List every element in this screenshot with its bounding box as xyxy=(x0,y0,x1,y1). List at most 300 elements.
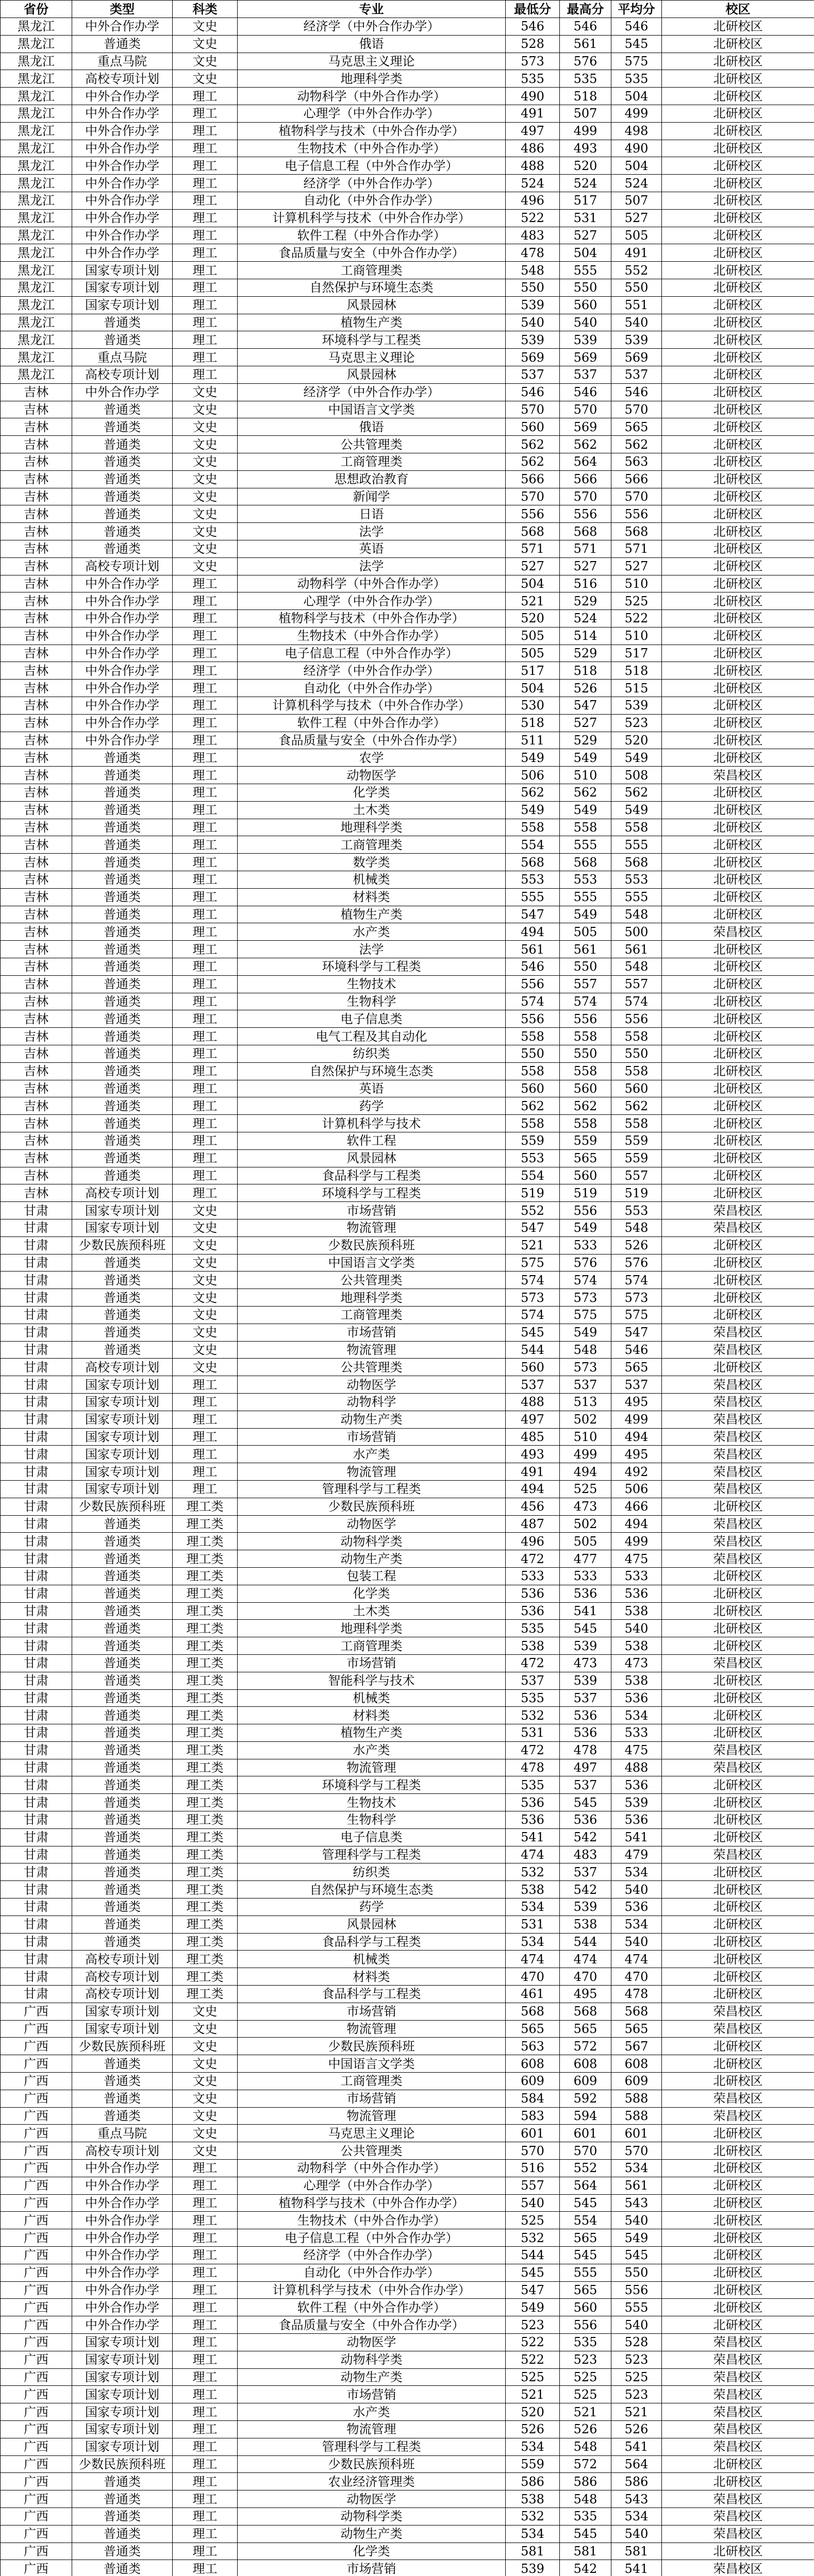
table-row xyxy=(1,2247,814,2264)
min-score-cell: 549 xyxy=(506,801,560,819)
min-score-cell: 472 xyxy=(506,1550,560,1568)
province-cell: 黑龙江 xyxy=(1,70,72,88)
category-cell: 普通类 xyxy=(72,1689,173,1707)
category-cell: 普通类 xyxy=(72,2525,173,2543)
campus-cell: 荣昌校区 xyxy=(662,2386,814,2403)
avg-score-cell: 550 xyxy=(611,2264,662,2281)
subject-cell: 理工 xyxy=(173,2386,238,2403)
avg-score-cell: 500 xyxy=(611,923,662,941)
campus-cell: 北研校区 xyxy=(662,557,814,575)
min-score-cell: 535 xyxy=(506,1620,560,1637)
max-score-cell: 473 xyxy=(560,1654,611,1672)
max-score-cell: 535 xyxy=(560,70,611,88)
province-cell: 吉林 xyxy=(1,1132,72,1150)
major-cell: 工商管理类 xyxy=(238,836,506,854)
subject-cell: 文史 xyxy=(173,1236,238,1254)
max-score-cell: 519 xyxy=(560,1184,611,1202)
min-score-cell: 573 xyxy=(506,53,560,70)
avg-score-cell: 588 xyxy=(611,2090,662,2107)
major-cell: 中国语言文学类 xyxy=(238,2055,506,2073)
province-cell: 甘肃 xyxy=(1,1899,72,1916)
campus-cell: 荣昌校区 xyxy=(662,1654,814,1672)
max-score-cell: 529 xyxy=(560,645,611,662)
min-score-cell: 516 xyxy=(506,2160,560,2177)
avg-score-cell: 519 xyxy=(611,1184,662,1202)
campus-cell: 北研校区 xyxy=(662,1149,814,1167)
province-cell: 黑龙江 xyxy=(1,140,72,157)
avg-score-cell: 564 xyxy=(611,2455,662,2473)
province-cell: 广西 xyxy=(1,2038,72,2055)
category-cell: 中外合作办学 xyxy=(72,209,173,227)
campus-cell: 北研校区 xyxy=(662,732,814,749)
category-cell: 普通类 xyxy=(72,2473,173,2490)
campus-cell: 荣昌校区 xyxy=(662,1428,814,1446)
avg-score-cell: 608 xyxy=(611,2055,662,2073)
min-score-cell: 494 xyxy=(506,1480,560,1498)
major-cell: 环境科学与工程类 xyxy=(238,1776,506,1794)
major-cell: 俄语 xyxy=(238,418,506,436)
table-row xyxy=(1,975,814,993)
max-score-cell: 537 xyxy=(560,1376,611,1394)
table-row xyxy=(1,1881,814,1899)
subject-cell: 理工类 xyxy=(173,1741,238,1759)
min-score-cell: 534 xyxy=(506,2438,560,2455)
province-cell: 甘肃 xyxy=(1,1411,72,1428)
campus-cell: 荣昌校区 xyxy=(662,2560,814,2576)
province-cell: 广西 xyxy=(1,2490,72,2508)
province-cell: 黑龙江 xyxy=(1,35,72,53)
subject-cell: 理工 xyxy=(173,1480,238,1498)
campus-cell: 北研校区 xyxy=(662,975,814,993)
max-score-cell: 558 xyxy=(560,1115,611,1132)
category-cell: 中外合作办学 xyxy=(72,383,173,401)
subject-cell: 文史 xyxy=(173,70,238,88)
major-cell: 生物技术（中外合作办学） xyxy=(238,140,506,157)
avg-score-cell: 504 xyxy=(611,88,662,105)
major-cell: 市场营销 xyxy=(238,2560,506,2576)
category-cell: 普通类 xyxy=(72,819,173,836)
table-row xyxy=(1,488,814,505)
table-row xyxy=(1,906,814,923)
avg-score-cell: 555 xyxy=(611,2299,662,2316)
table-row xyxy=(1,314,814,331)
major-cell: 少数民族预科班 xyxy=(238,2455,506,2473)
avg-score-cell: 538 xyxy=(611,1637,662,1655)
min-score-cell: 538 xyxy=(506,1637,560,1655)
max-score-cell: 533 xyxy=(560,1236,611,1254)
category-cell: 少数民族预科班 xyxy=(72,1498,173,1515)
subject-cell: 理工 xyxy=(173,349,238,366)
subject-cell: 理工类 xyxy=(173,1916,238,1933)
major-cell: 市场营销 xyxy=(238,1654,506,1672)
province-cell: 吉林 xyxy=(1,1080,72,1097)
category-cell: 普通类 xyxy=(72,1132,173,1150)
major-cell: 工商管理类 xyxy=(238,453,506,470)
avg-score-cell: 479 xyxy=(611,1846,662,1863)
category-cell: 普通类 xyxy=(72,1272,173,1289)
header-province: 省份 xyxy=(1,1,72,18)
max-score-cell: 548 xyxy=(560,1341,611,1359)
min-score-cell: 536 xyxy=(506,1811,560,1829)
table-row xyxy=(1,801,814,819)
table-row xyxy=(1,105,814,122)
table-row xyxy=(1,122,814,140)
major-cell: 植物生产类 xyxy=(238,314,506,331)
table-row xyxy=(1,1846,814,1863)
major-cell: 法学 xyxy=(238,523,506,540)
major-cell: 自动化（中外合作办学） xyxy=(238,192,506,209)
subject-cell: 理工 xyxy=(173,871,238,889)
subject-cell: 文史 xyxy=(173,1341,238,1359)
major-cell: 经济学（中外合作办学） xyxy=(238,18,506,36)
major-cell: 工商管理类 xyxy=(238,1306,506,1324)
province-cell: 甘肃 xyxy=(1,1324,72,1341)
major-cell: 软件工程 xyxy=(238,1132,506,1150)
province-cell: 甘肃 xyxy=(1,1828,72,1846)
header-campus: 校区 xyxy=(662,1,814,18)
major-cell: 动物科学 xyxy=(238,1393,506,1411)
table-row xyxy=(1,1620,814,1637)
min-score-cell: 546 xyxy=(506,18,560,36)
subject-cell: 理工类 xyxy=(173,1550,238,1568)
campus-cell: 荣昌校区 xyxy=(662,1550,814,1568)
avg-score-cell: 538 xyxy=(611,1602,662,1620)
major-cell: 动物科学（中外合作办学） xyxy=(238,575,506,592)
table-row xyxy=(1,1463,814,1481)
avg-score-cell: 548 xyxy=(611,906,662,923)
max-score-cell: 569 xyxy=(560,349,611,366)
avg-score-cell: 540 xyxy=(611,2316,662,2334)
category-cell: 国家专项计划 xyxy=(72,279,173,296)
category-cell: 国家专项计划 xyxy=(72,296,173,314)
min-score-cell: 541 xyxy=(506,1828,560,1846)
max-score-cell: 478 xyxy=(560,1741,611,1759)
avg-score-cell: 573 xyxy=(611,1289,662,1307)
campus-cell: 北研校区 xyxy=(662,906,814,923)
campus-cell: 北研校区 xyxy=(662,279,814,296)
max-score-cell: 502 xyxy=(560,1411,611,1428)
subject-cell: 理工类 xyxy=(173,1724,238,1742)
major-cell: 公共管理类 xyxy=(238,2142,506,2160)
campus-cell: 北研校区 xyxy=(662,714,814,732)
subject-cell: 理工 xyxy=(173,767,238,784)
category-cell: 普通类 xyxy=(72,923,173,941)
max-score-cell: 494 xyxy=(560,1463,611,1481)
header-category: 类型 xyxy=(72,1,173,18)
campus-cell: 北研校区 xyxy=(662,2073,814,2090)
category-cell: 普通类 xyxy=(72,1933,173,1951)
max-score-cell: 477 xyxy=(560,1550,611,1568)
province-cell: 吉林 xyxy=(1,662,72,680)
category-cell: 普通类 xyxy=(72,1620,173,1637)
major-cell: 马克思主义理论 xyxy=(238,2125,506,2142)
table-row xyxy=(1,836,814,854)
max-score-cell: 586 xyxy=(560,2473,611,2490)
max-score-cell: 560 xyxy=(560,1080,611,1097)
province-cell: 吉林 xyxy=(1,1115,72,1132)
max-score-cell: 493 xyxy=(560,140,611,157)
province-cell: 黑龙江 xyxy=(1,192,72,209)
subject-cell: 理工 xyxy=(173,975,238,993)
table-row xyxy=(1,888,814,906)
campus-cell: 北研校区 xyxy=(662,383,814,401)
subject-cell: 理工类 xyxy=(173,1533,238,1550)
category-cell: 中外合作办学 xyxy=(72,714,173,732)
min-score-cell: 478 xyxy=(506,244,560,262)
major-cell: 食品质量与安全（中外合作办学） xyxy=(238,732,506,749)
category-cell: 普通类 xyxy=(72,2055,173,2073)
subject-cell: 理工 xyxy=(173,784,238,802)
table-row xyxy=(1,1480,814,1498)
subject-cell: 理工类 xyxy=(173,1776,238,1794)
table-row xyxy=(1,1132,814,1150)
major-cell: 马克思主义理论 xyxy=(238,349,506,366)
major-cell: 公共管理类 xyxy=(238,1359,506,1376)
max-score-cell: 570 xyxy=(560,488,611,505)
subject-cell: 理工 xyxy=(173,2177,238,2194)
province-cell: 吉林 xyxy=(1,645,72,662)
campus-cell: 荣昌校区 xyxy=(662,2107,814,2125)
min-score-cell: 496 xyxy=(506,192,560,209)
category-cell: 国家专项计划 xyxy=(72,2003,173,2020)
min-score-cell: 518 xyxy=(506,714,560,732)
subject-cell: 文史 xyxy=(173,453,238,470)
major-cell: 植物生产类 xyxy=(238,1724,506,1742)
subject-cell: 理工 xyxy=(173,122,238,140)
min-score-cell: 570 xyxy=(506,2142,560,2160)
major-cell: 经济学（中外合作办学） xyxy=(238,175,506,192)
province-cell: 吉林 xyxy=(1,906,72,923)
max-score-cell: 541 xyxy=(560,1602,611,1620)
subject-cell: 理工 xyxy=(173,157,238,175)
avg-score-cell: 494 xyxy=(611,1428,662,1446)
province-cell: 黑龙江 xyxy=(1,349,72,366)
min-score-cell: 545 xyxy=(506,1324,560,1341)
max-score-cell: 556 xyxy=(560,1010,611,1028)
table-row xyxy=(1,941,814,958)
avg-score-cell: 515 xyxy=(611,680,662,697)
province-cell: 吉林 xyxy=(1,1097,72,1115)
major-cell: 土木类 xyxy=(238,1602,506,1620)
subject-cell: 理工 xyxy=(173,714,238,732)
table-row xyxy=(1,262,814,279)
min-score-cell: 490 xyxy=(506,88,560,105)
campus-cell: 北研校区 xyxy=(662,244,814,262)
avg-score-cell: 558 xyxy=(611,819,662,836)
table-row xyxy=(1,2003,814,2020)
campus-cell: 北研校区 xyxy=(662,1863,814,1881)
province-cell: 广西 xyxy=(1,2194,72,2212)
avg-score-cell: 533 xyxy=(611,1724,662,1742)
province-cell: 广西 xyxy=(1,2073,72,2090)
province-cell: 吉林 xyxy=(1,784,72,802)
category-cell: 普通类 xyxy=(72,767,173,784)
avg-score-cell: 546 xyxy=(611,383,662,401)
table-row xyxy=(1,1637,814,1655)
header-major: 专业 xyxy=(238,1,506,18)
campus-cell: 北研校区 xyxy=(662,70,814,88)
subject-cell: 文史 xyxy=(173,1324,238,1341)
province-cell: 吉林 xyxy=(1,714,72,732)
table-row xyxy=(1,366,814,383)
category-cell: 普通类 xyxy=(72,505,173,523)
avg-score-cell: 560 xyxy=(611,1080,662,1097)
subject-cell: 理工 xyxy=(173,923,238,941)
min-score-cell: 561 xyxy=(506,941,560,958)
avg-score-cell: 588 xyxy=(611,2107,662,2125)
subject-cell: 理工 xyxy=(173,279,238,296)
table-row xyxy=(1,680,814,697)
province-cell: 吉林 xyxy=(1,993,72,1010)
avg-score-cell: 536 xyxy=(611,1585,662,1602)
table-row xyxy=(1,557,814,575)
category-cell: 普通类 xyxy=(72,331,173,349)
min-score-cell: 494 xyxy=(506,923,560,941)
campus-cell: 北研校区 xyxy=(662,2473,814,2490)
min-score-cell: 485 xyxy=(506,1428,560,1446)
avg-score-cell: 526 xyxy=(611,2420,662,2438)
avg-score-cell: 552 xyxy=(611,262,662,279)
min-score-cell: 552 xyxy=(506,1202,560,1219)
province-cell: 广西 xyxy=(1,2142,72,2160)
avg-score-cell: 570 xyxy=(611,488,662,505)
min-score-cell: 547 xyxy=(506,2281,560,2299)
province-cell: 广西 xyxy=(1,2507,72,2525)
max-score-cell: 545 xyxy=(560,2194,611,2212)
avg-score-cell: 551 xyxy=(611,296,662,314)
table-row xyxy=(1,1393,814,1411)
major-cell: 化学类 xyxy=(238,2543,506,2560)
table-row xyxy=(1,1672,814,1689)
min-score-cell: 559 xyxy=(506,1132,560,1150)
max-score-cell: 547 xyxy=(560,697,611,715)
category-cell: 中外合作办学 xyxy=(72,575,173,592)
category-cell: 普通类 xyxy=(72,941,173,958)
category-cell: 中外合作办学 xyxy=(72,175,173,192)
max-score-cell: 526 xyxy=(560,680,611,697)
max-score-cell: 561 xyxy=(560,941,611,958)
avg-score-cell: 534 xyxy=(611,1707,662,1724)
avg-score-cell: 570 xyxy=(611,401,662,418)
max-score-cell: 565 xyxy=(560,2229,611,2247)
subject-cell: 理工 xyxy=(173,1167,238,1184)
table-row xyxy=(1,854,814,871)
subject-cell: 理工 xyxy=(173,2160,238,2177)
table-row xyxy=(1,575,814,592)
min-score-cell: 532 xyxy=(506,2507,560,2525)
max-score-cell: 545 xyxy=(560,1794,611,1811)
min-score-cell: 537 xyxy=(506,1376,560,1394)
campus-cell: 北研校区 xyxy=(662,1236,814,1254)
category-cell: 普通类 xyxy=(72,1724,173,1742)
max-score-cell: 544 xyxy=(560,1933,611,1951)
campus-cell: 北研校区 xyxy=(662,1097,814,1115)
table-row xyxy=(1,2020,814,2038)
campus-cell: 北研校区 xyxy=(662,2316,814,2334)
province-cell: 广西 xyxy=(1,2229,72,2247)
campus-cell: 荣昌校区 xyxy=(662,2507,814,2525)
province-cell: 黑龙江 xyxy=(1,314,72,331)
max-score-cell: 539 xyxy=(560,331,611,349)
campus-cell: 北研校区 xyxy=(662,349,814,366)
min-score-cell: 522 xyxy=(506,209,560,227)
subject-cell: 理工 xyxy=(173,314,238,331)
avg-score-cell: 527 xyxy=(611,209,662,227)
avg-score-cell: 537 xyxy=(611,366,662,383)
table-row xyxy=(1,923,814,941)
table-row xyxy=(1,540,814,557)
campus-cell: 北研校区 xyxy=(662,958,814,976)
major-cell: 自然保护与环境生态类 xyxy=(238,279,506,296)
avg-score-cell: 601 xyxy=(611,2125,662,2142)
campus-cell: 北研校区 xyxy=(662,2212,814,2229)
avg-score-cell: 568 xyxy=(611,2003,662,2020)
table-row xyxy=(1,2333,814,2351)
avg-score-cell: 488 xyxy=(611,1759,662,1776)
max-score-cell: 574 xyxy=(560,1272,611,1289)
subject-cell: 理工 xyxy=(173,2438,238,2455)
major-cell: 药学 xyxy=(238,1899,506,1916)
campus-cell: 北研校区 xyxy=(662,662,814,680)
header-max-score: 最高分 xyxy=(560,1,611,18)
subject-cell: 理工类 xyxy=(173,1881,238,1899)
max-score-cell: 560 xyxy=(560,296,611,314)
category-cell: 普通类 xyxy=(72,1062,173,1080)
major-cell: 物流管理 xyxy=(238,1759,506,1776)
province-cell: 甘肃 xyxy=(1,1219,72,1236)
major-cell: 俄语 xyxy=(238,35,506,53)
max-score-cell: 546 xyxy=(560,18,611,36)
campus-cell: 北研校区 xyxy=(662,1811,814,1829)
subject-cell: 理工 xyxy=(173,2229,238,2247)
max-score-cell: 549 xyxy=(560,749,611,767)
avg-score-cell: 553 xyxy=(611,1202,662,1219)
province-cell: 甘肃 xyxy=(1,1759,72,1776)
table-row xyxy=(1,2264,814,2281)
category-cell: 普通类 xyxy=(72,1828,173,1846)
max-score-cell: 514 xyxy=(560,627,611,645)
max-score-cell: 521 xyxy=(560,2403,611,2421)
table-row xyxy=(1,1446,814,1463)
campus-cell: 荣昌校区 xyxy=(662,1759,814,1776)
subject-cell: 理工 xyxy=(173,1010,238,1028)
province-cell: 吉林 xyxy=(1,697,72,715)
avg-score-cell: 566 xyxy=(611,470,662,488)
campus-cell: 北研校区 xyxy=(662,871,814,889)
table-row xyxy=(1,1794,814,1811)
campus-cell: 荣昌校区 xyxy=(662,1341,814,1359)
min-score-cell: 539 xyxy=(506,2560,560,2576)
subject-cell: 理工 xyxy=(173,1080,238,1097)
campus-cell: 荣昌校区 xyxy=(662,1393,814,1411)
campus-cell: 北研校区 xyxy=(662,418,814,436)
min-score-cell: 562 xyxy=(506,1097,560,1115)
avg-score-cell: 558 xyxy=(611,1062,662,1080)
campus-cell: 北研校区 xyxy=(662,1776,814,1794)
major-cell: 动物医学 xyxy=(238,767,506,784)
min-score-cell: 535 xyxy=(506,1689,560,1707)
campus-cell: 北研校区 xyxy=(662,488,814,505)
min-score-cell: 537 xyxy=(506,1672,560,1689)
header-subject: 科类 xyxy=(173,1,238,18)
table-row xyxy=(1,2229,814,2247)
max-score-cell: 538 xyxy=(560,1916,611,1933)
campus-cell: 北研校区 xyxy=(662,2247,814,2264)
category-cell: 中外合作办学 xyxy=(72,227,173,244)
avg-score-cell: 548 xyxy=(611,958,662,976)
major-cell: 动物医学 xyxy=(238,2490,506,2508)
min-score-cell: 497 xyxy=(506,1411,560,1428)
